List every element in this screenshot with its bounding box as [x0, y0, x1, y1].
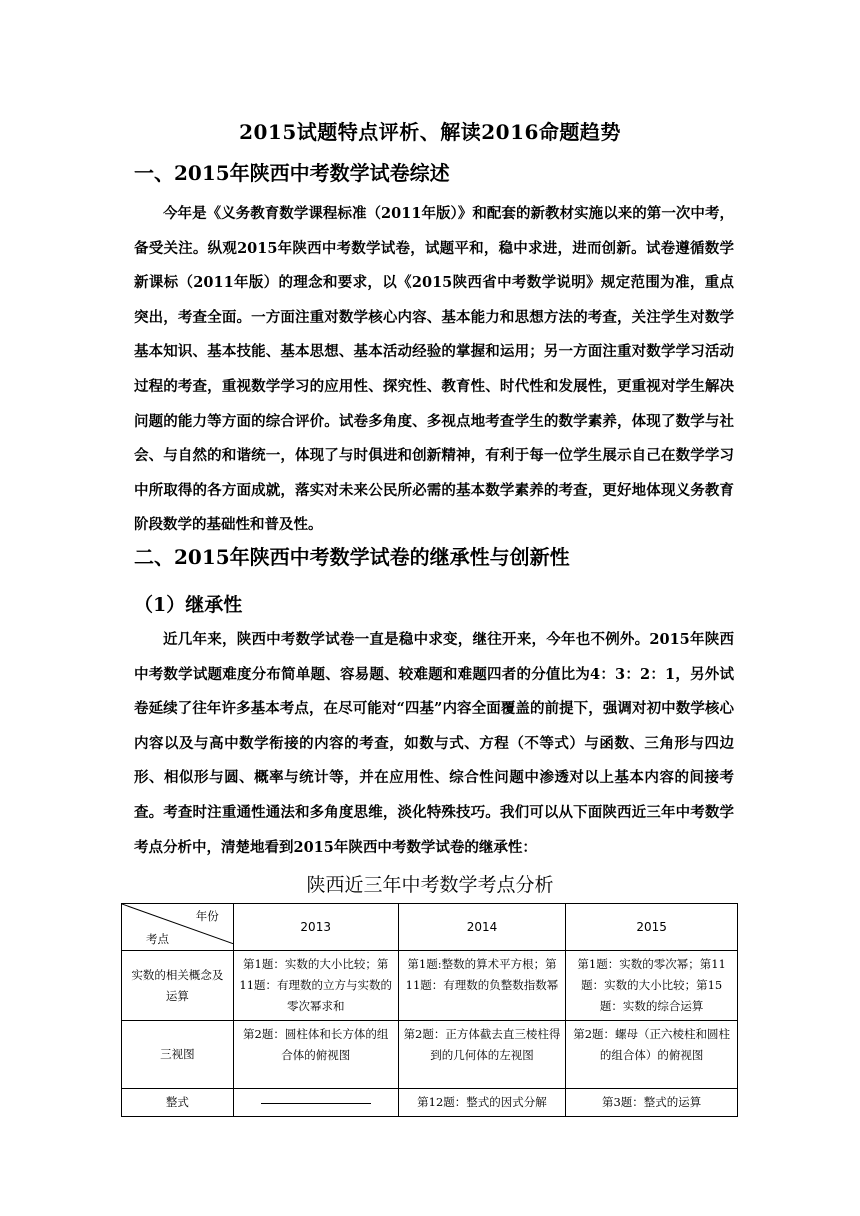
exam-points-table: [121, 903, 738, 1117]
year-header-2015: 2015: [566, 904, 738, 951]
table-cell: 第2题：正方体截去直三棱柱得到的几何体的左视图: [398, 1021, 566, 1089]
table-row: [122, 1089, 738, 1117]
section2-sub1-paragraph: 近几年来，陕西中考数学试卷一直是稳中求变，继往开来，今年也不例外。2015年陕西中考数学试题难度分布简单题、容易题、较难题和难题四者的分值比为4：3：2：1，另外试卷延续了往年许多基本考点，在尽可能对“四基”内容全面覆盖的前提下，强调对初中数学核心内容以及与高中数学衔接的内容的考查，如数与式、方程（不等式）与函数、三角形与四边形、相似形与圆、概率与统计等，并在应用性、综合性问题中渗透对以上基本内容的间接考查。考查时注重通性通法和多角度思维，淡化特殊技巧。我们可以从下面陕西近三年中考数学考点分析中，清楚地看到2015年陕西中考数学试卷的继承性：: [134, 631, 734, 856]
table-cell: 第2题：螺母（正六棱柱和圆柱的组合体）的俯视图: [566, 1021, 738, 1089]
table-row: [122, 951, 738, 1021]
section2-heading: 二、2015年陕西中考数学试卷的继承性与创新性: [134, 545, 570, 569]
corner-topic-label: 考点: [146, 932, 169, 946]
section1-paragraph: 今年是《义务教育数学课程标准（2011年版）》和配套的新教材实施以来的第一次中考，备受关注。纵观2015年陕西中考数学试卷，试题平和，稳中求进，进而创新。试卷遵循数学新课标（2011年版）的理念和要求，以《2015陕西省中考数学说明》规定范围为准，重点突出，考查全面。一方面注重对数学核心内容、基本能力和思想方法的考查，关注学生对数学基本知识、基本技能、基本思想、基本活动经验的掌握和运用；另一方面注重对数学学习活动过程的考查，重视数学学习的应用性、探究性、教育性、时代性和发展性，更重视对学生解决问题的能力等方面的综合评价。试卷多角度、多视点地考查学生的数学素养，体现了数学与社会、与自然的和谐统一，体现了与时俱进和创新精神，有利于每一位学生展示自己在数学学习中所取得的各方面成就，落实对未来公民所必需的基本数学素养的考查，更好地体现义务教育阶段数学的基础性和普及性。: [134, 205, 734, 534]
table-corner-cell: [122, 904, 234, 951]
row-topic: 整式: [122, 1089, 234, 1117]
document-title: 2015试题特点评析、解读2016命题趋势: [239, 120, 621, 144]
table-cell: 第1题:整数的算术平方根；第11题：有理数的负整数指数幂: [398, 951, 566, 1021]
year-header-2014: 2014: [398, 904, 566, 951]
corner-year-label: 年份: [195, 909, 219, 923]
dash-line: [261, 1103, 371, 1104]
row-topic: 三视图: [122, 1021, 234, 1089]
table-row: [122, 1021, 738, 1089]
section1-heading: 一、2015年陕西中考数学试卷综述: [134, 161, 450, 185]
table-cell: 第1题：实数的零次幂；第11题：实数的大小比较；第15题：实数的综合运算: [566, 951, 738, 1021]
table-header-row: [122, 904, 738, 951]
table-caption: 陕西近三年中考数学考点分析: [306, 874, 554, 896]
table-cell: 第12题：整式的因式分解: [398, 1089, 566, 1117]
table-cell: 第2题：圆柱体和长方体的组合体的俯视图: [233, 1021, 398, 1089]
table-cell: 第1题：实数的大小比较；第11题：有理数的立方与实数的零次幂求和: [233, 951, 398, 1021]
table-cell-empty: [233, 1089, 398, 1117]
section2-sub1-heading: （1）继承性: [134, 594, 243, 616]
row-topic: 实数的相关概念及运算: [122, 951, 234, 1021]
year-header-2013: 2013: [233, 904, 398, 951]
table-cell: 第3题：整式的运算: [566, 1089, 738, 1117]
